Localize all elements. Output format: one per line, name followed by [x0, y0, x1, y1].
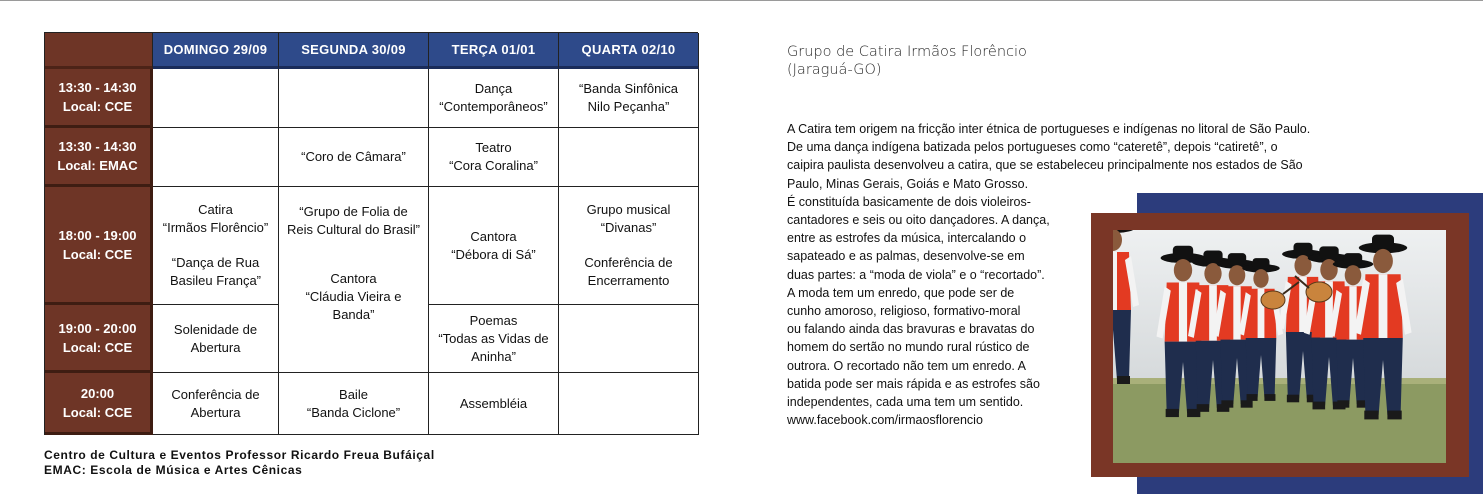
description-body — [787, 193, 1087, 430]
header-corner — [45, 33, 153, 69]
description-intro — [787, 120, 1367, 193]
event-line: Reis Cultural do Brasil” — [287, 222, 420, 237]
description-line: independentes, cada uma tem um sentido. — [787, 395, 1024, 410]
description-line: De uma dança indígena batizada pelos portugueses como “cateretê”, depois “catiretê”, o — [787, 140, 1278, 155]
event-line: Teatro — [475, 140, 512, 155]
footnote-emac: EMAC: Escola de Música e Artes Cênicas — [44, 463, 303, 477]
cell-r2-quarta — [559, 128, 699, 187]
cell-r1-segunda — [279, 69, 429, 128]
event-line: “Grupo de Folia de — [299, 204, 408, 219]
event-line: Grupo musical — [586, 202, 671, 217]
cell-r5-domingo — [153, 373, 279, 435]
header-terca: TERÇA 01/01 — [429, 33, 559, 69]
event-line: “Banda Ciclone” — [306, 404, 401, 420]
slot-location: Local: CCE — [62, 339, 133, 355]
event-line: Conferência de — [171, 386, 260, 402]
cell-r2-segunda — [279, 128, 429, 187]
event-line: “Dança de Rua — [171, 255, 260, 270]
event-line: Cantora — [330, 271, 377, 286]
header-domingo: DOMINGO 29/09 — [153, 33, 279, 69]
group-name: Grupo de Catira Irmãos Florêncio — [787, 44, 1027, 60]
description-line: entre as estrofes da música, intercalando o — [787, 231, 1027, 246]
facebook-link[interactable]: www.facebook.com/irmaosflorencio — [787, 413, 983, 428]
event-line: “Contemporâneos” — [439, 99, 548, 114]
event-line: “Cora Coralina” — [449, 158, 538, 173]
time-slot-2 — [45, 128, 153, 187]
event-line: Solenidade de — [173, 321, 258, 337]
event-line: “Banda Sinfônica — [578, 81, 678, 96]
event-line: Banda” — [332, 307, 375, 322]
event-line: Cantora — [470, 228, 517, 244]
slot-location: Local: CCE — [62, 99, 133, 114]
header-quarta: QUARTA 02/10 — [559, 33, 699, 69]
description-line: homem do sertão no mundo rural rústico de — [787, 340, 1030, 355]
top-rule — [0, 0, 1483, 1]
time-slot-1 — [45, 69, 153, 128]
event-line: Dança — [474, 81, 513, 96]
description-line: batida pode ser mais rápida e as estrofes são — [787, 376, 1040, 391]
slot-location: Local: EMAC — [57, 158, 138, 173]
description-line: Paulo, Minas Gerais, Goiás e Mato Grosso. — [787, 176, 1029, 191]
cell-r3-quarta — [559, 187, 699, 305]
event-line: “Débora di Sá” — [451, 246, 536, 262]
cell-r5-quarta — [559, 373, 699, 435]
event-line: “Todas as Vidas de — [438, 330, 549, 346]
schedule-table — [44, 32, 698, 437]
description-line: cantadores e seis ou oito dançadores. A dança, — [787, 213, 1050, 228]
header-segunda: SEGUNDA 30/09 — [279, 33, 429, 69]
event-line: Basileu França” — [169, 273, 262, 288]
slot-time: 19:00 - 20:00 — [58, 320, 137, 336]
description-line: A moda tem um enredo, que pode ser de — [787, 285, 1015, 300]
cell-r2-terca — [429, 128, 559, 187]
cell-r4-quarta — [559, 305, 699, 373]
event-line: Conferência de — [584, 255, 673, 270]
footnotes — [44, 448, 435, 478]
event-line: Encerramento — [587, 273, 670, 288]
slot-time: 13:30 - 14:30 — [58, 139, 137, 154]
description-line: ou falando ainda das bravuras e bravatas do — [787, 322, 1035, 337]
cell-r1-terca — [429, 69, 559, 128]
cell-r3-terca — [429, 187, 559, 305]
cell-r4-terca — [429, 305, 559, 373]
time-slot-3 — [45, 187, 153, 305]
cell-r5-segunda — [279, 373, 429, 435]
slot-time: 18:00 - 19:00 — [58, 227, 137, 243]
event-line: Catira — [198, 202, 233, 217]
group-title — [787, 43, 1027, 79]
description-line: sapateado e as palmas, desenvolve-se em — [787, 249, 1025, 264]
description-line: outrora. O recortado não tem um enredo. A — [787, 358, 1027, 373]
event-line: Poemas — [469, 312, 518, 328]
event-line: Assembléia — [459, 395, 528, 411]
slot-location: Local: CCE — [62, 246, 133, 262]
group-photo — [1113, 230, 1446, 463]
description-line: É constituída basicamente de dois violeiros- — [787, 194, 1031, 209]
event-line: “Coro de Câmara” — [301, 149, 406, 164]
event-line: “Irmãos Florêncio” — [162, 220, 269, 235]
description-line: A Catira tem origem na fricção inter étnica de portugueses e indígenas no litoral de São Paulo. — [787, 122, 1311, 136]
cell-r5-terca — [429, 373, 559, 435]
event-line: “Cláudia Vieira e — [305, 289, 402, 304]
group-photo-illustration — [1113, 230, 1446, 463]
time-slot-5 — [45, 373, 153, 435]
event-line: Abertura — [190, 404, 241, 420]
description-line: duas partes: a “moda de viola” e o “recortado”. — [787, 267, 1045, 282]
slot-time: 20:00 — [80, 385, 115, 401]
slot-location: Local: CCE — [62, 404, 133, 420]
event-line: Abertura — [190, 339, 241, 355]
group-origin: (Jaraguá-GO) — [787, 62, 882, 78]
time-slot-4 — [45, 305, 153, 373]
description-line: cunho amoroso, religioso, formativo-moral — [787, 304, 1021, 319]
footnote-cce: Centro de Cultura e Eventos Professor Ricardo Freua Bufáiçal — [44, 448, 435, 462]
event-line: Baile — [339, 386, 368, 402]
event-line: “Divanas” — [600, 220, 657, 235]
description-line: caipira paulista desenvolveu a catira, que se estabeleceu principalmente nos estados de São — [787, 158, 1303, 173]
cell-r1-quarta — [559, 69, 699, 128]
event-line: Aninha” — [471, 348, 516, 364]
slot-time: 13:30 - 14:30 — [58, 80, 137, 95]
cell-r2-domingo — [153, 128, 279, 187]
cell-r34-segunda — [279, 187, 429, 373]
event-line: Nilo Peçanha” — [587, 99, 670, 114]
cell-r1-domingo — [153, 69, 279, 128]
cell-r4-domingo — [153, 305, 279, 373]
cell-r3-domingo — [153, 187, 279, 305]
